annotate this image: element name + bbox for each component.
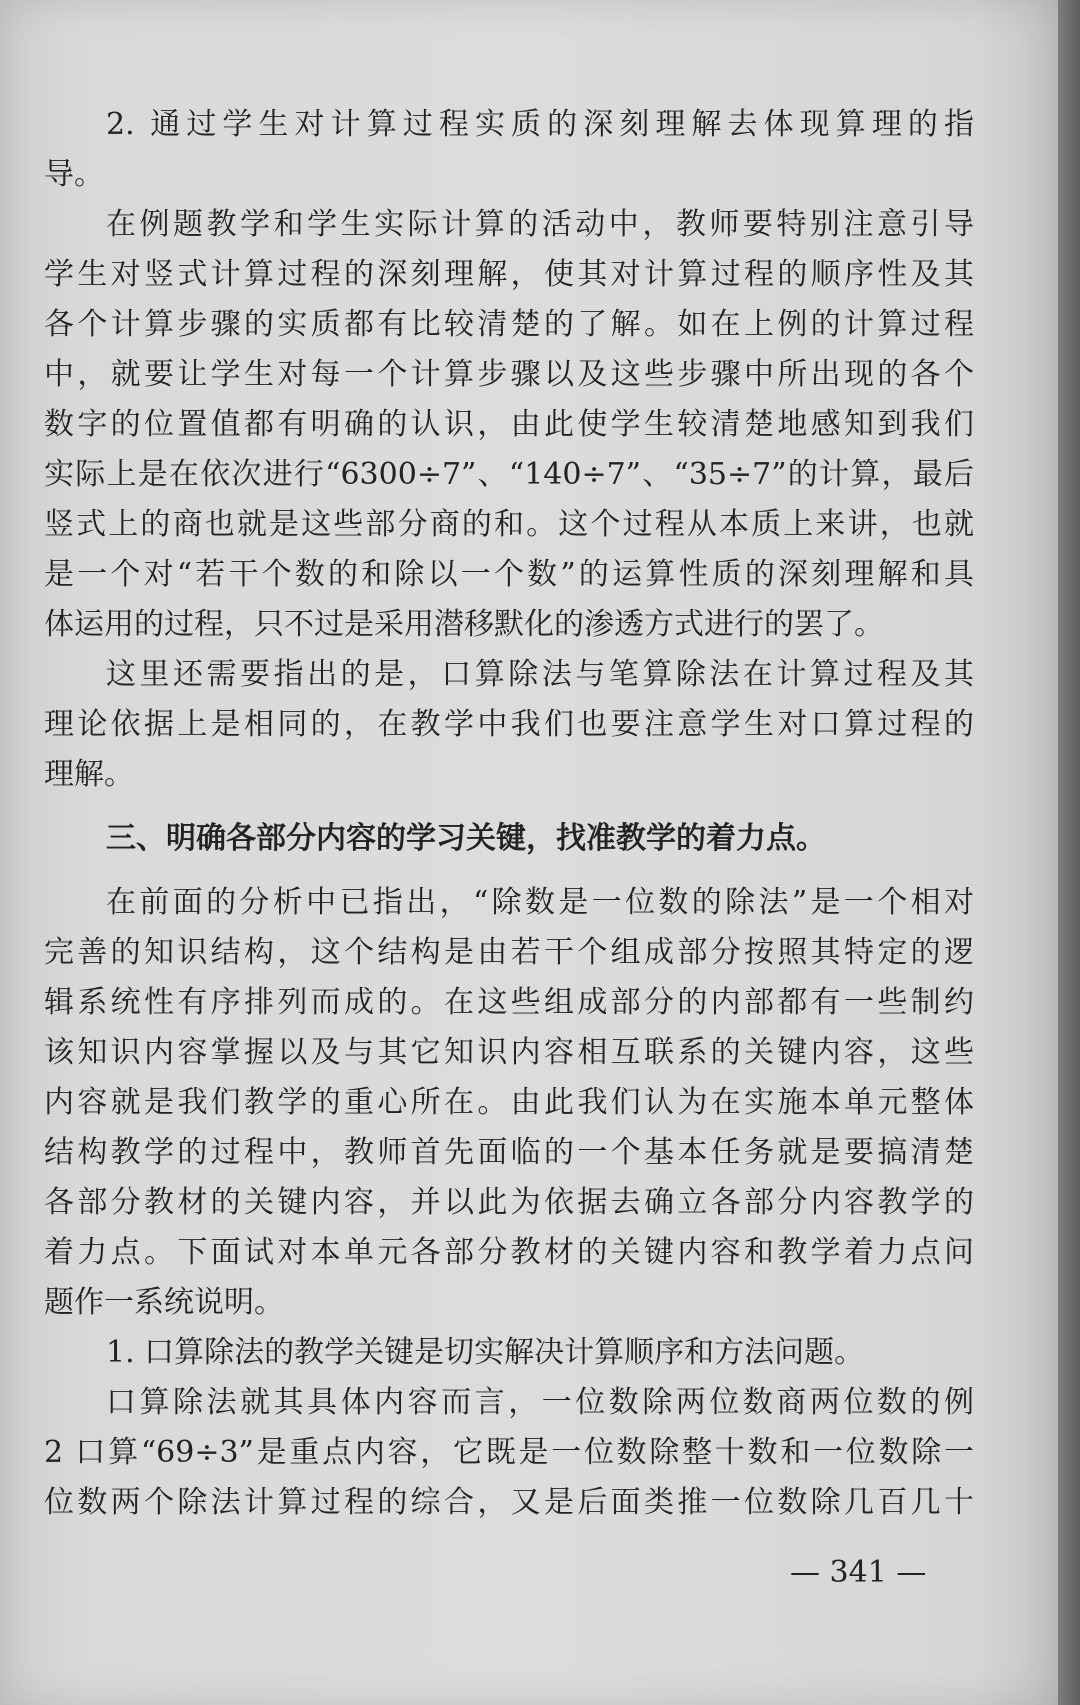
- text-line: 实际上是在依次进行“6300÷7”、“140÷7”、“35÷7”的计算，最后: [44, 457, 974, 492]
- text-line: 数字的位置值都有明确的认识，由此使学生较清楚地感知到我们: [44, 407, 974, 442]
- text-line: 口算除法就其具体内容而言，一位数除两位数商两位数的例: [106, 1385, 974, 1420]
- text-line: 着力点。下面试对本单元各部分教材的关键内容和教学着力点问: [44, 1235, 974, 1270]
- page-edge-shadow: [1058, 0, 1080, 1705]
- text-line: 位数两个除法计算过程的综合，又是后面类推一位数除几百几十: [44, 1485, 974, 1520]
- section-heading: 三、明确各部分内容的学习关键，找准教学的着力点。: [106, 821, 826, 856]
- text-line: 导。: [44, 157, 104, 192]
- text-line: 是一个对“若干个数的和除以一个数”的运算性质的深刻理解和具: [44, 557, 974, 592]
- text-line: 各个计算步骤的实质都有比较清楚的了解。如在上例的计算过程: [44, 307, 974, 342]
- text-line: 中，就要让学生对每一个计算步骤以及这些步骤中所出现的各个: [44, 357, 974, 392]
- text-line: 结构教学的过程中，教师首先面临的一个基本任务就是要搞清楚: [44, 1135, 974, 1170]
- text-line: 2. 通过学生对计算过程实质的深刻理解去体现算理的指: [106, 107, 974, 142]
- text-line: 2 口算“69÷3”是重点内容，它既是一位数除整十数和一位数除一: [44, 1435, 974, 1470]
- text-line: 题作一系统说明。: [44, 1285, 284, 1320]
- text-line: 理论依据上是相同的，在教学中我们也要注意学生对口算过程的: [44, 707, 974, 742]
- text-line: 这里还需要指出的是，口算除法与笔算除法在计算过程及其: [106, 657, 974, 692]
- text-line: 理解。: [44, 757, 134, 792]
- text-line: 在前面的分析中已指出，“除数是一位数的除法”是一个相对: [106, 885, 974, 920]
- text-line: 该知识内容掌握以及与其它知识内容相互联系的关键内容，这些: [44, 1035, 974, 1070]
- text-line: 完善的知识结构，这个结构是由若干个组成部分按照其特定的逻: [44, 935, 974, 970]
- text-line: 内容就是我们教学的重心所在。由此我们认为在实施本单元整体: [44, 1085, 974, 1120]
- text-line: 在例题教学和学生实际计算的活动中，教师要特别注意引导: [106, 207, 974, 242]
- text-line: 竖式上的商也就是这些部分商的和。这个过程从本质上来讲，也就: [44, 507, 974, 542]
- text-line: 体运用的过程，只不过是采用潜移默化的渗透方式进行的罢了。: [44, 607, 884, 642]
- text-line: 辑系统性有序排列而成的。在这些组成部分的内部都有一些制约: [44, 985, 974, 1020]
- text-line: 各部分教材的关键内容，并以此为依据去确立各部分内容教学的: [44, 1185, 974, 1220]
- body-text: [44, 100, 974, 1528]
- page-number: — 341 —: [790, 1555, 927, 1590]
- text-line: 学生对竖式计算过程的深刻理解，使其对计算过程的顺序性及其: [44, 257, 974, 292]
- text-line: 1. 口算除法的教学关键是切实解决计算顺序和方法问题。: [106, 1335, 865, 1370]
